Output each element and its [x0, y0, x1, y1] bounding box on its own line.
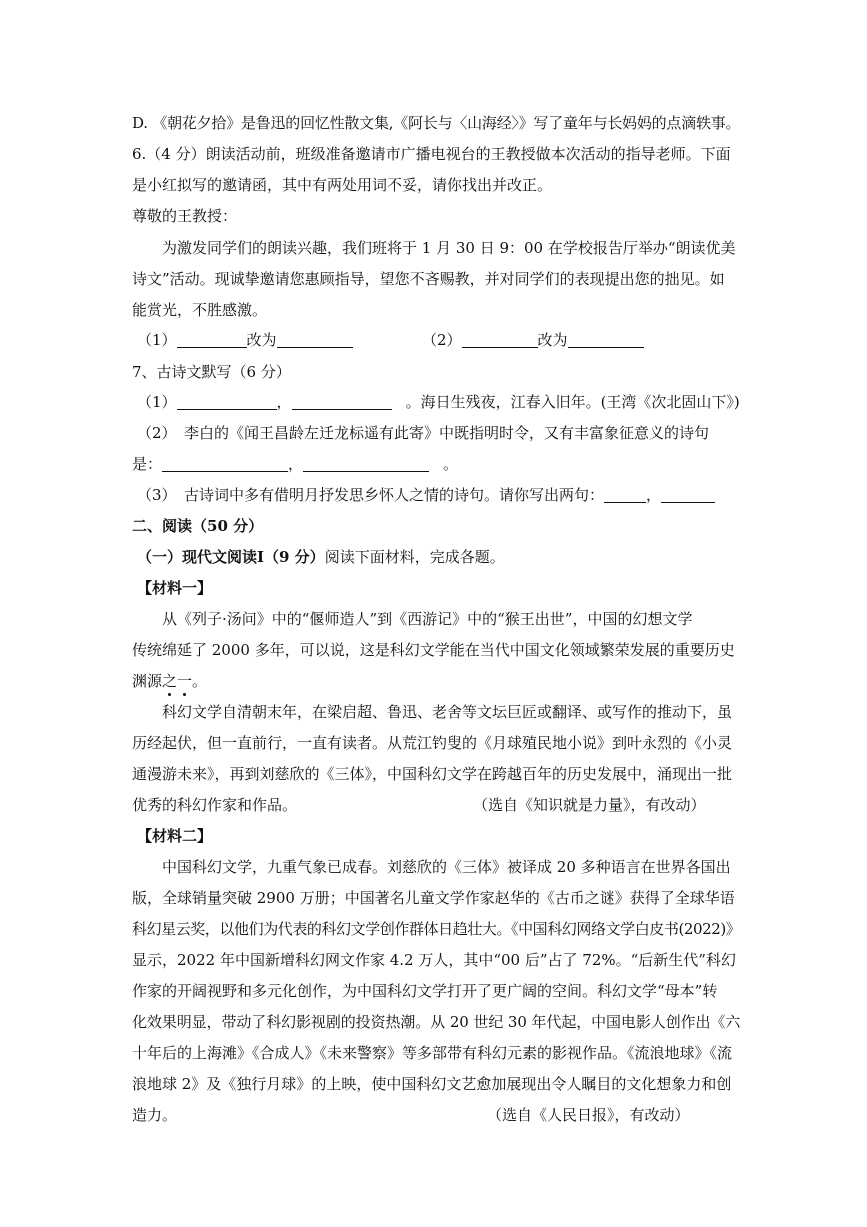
material1-p1-line2: 传统绵延了 2000 多年，可以说，这是科幻文学能在当代中国文化领域繁荣发展的重要历史 — [132, 641, 735, 659]
emphasis-char-1: 之 — [162, 672, 178, 690]
q6-answer-row — [137, 330, 353, 350]
q7-item2-comma: ， — [288, 455, 304, 473]
q7-item2-prefix: 是： — [132, 455, 163, 473]
answer1-number: （1） — [137, 331, 177, 349]
material1-p2-line2: 历经起伏，但一直前行，一直有读者。从荒江钓叟的《月球殖民地小说》到叶永烈的《小灵 — [132, 734, 733, 752]
letter-line3: 能赏光，不胜感激。 — [132, 301, 268, 319]
q7-item1-tail: 。海日生残夜，江春入旧年。(王湾《次北固山下》) — [405, 393, 740, 411]
q7-item1-number: （1） — [137, 393, 177, 411]
q7-item1-comma: ， — [276, 393, 292, 411]
material1-p1-line1: 从《列子·汤问》中的“偃师造人”到《西游记》中的“猴王出世”，中国的幻想文学 — [162, 610, 693, 628]
material2-line1: 中国科幻文学，九重气象已成春。刘慈欣的《三体》被译成 20 多种语言在世界各国出 — [162, 858, 731, 876]
letter-line1: 为激发同学们的朗读兴趣，我们班将于 1 月 30 日 9：00 在学校报告厅举办“朗读优美 — [162, 239, 736, 257]
emphasis-char-2: 一 — [177, 672, 193, 690]
section2-title: 二、阅读（50 分） — [132, 517, 264, 535]
q7-item1-blank1[interactable] — [177, 394, 277, 410]
q7-item3 — [137, 485, 715, 505]
q7-title: 7、古诗文默写（6 分） — [132, 363, 291, 381]
material2-line6: 化效果明显，带动了科幻影视剧的投资热潮。从 20 世纪 30 年代起，中国电影人创作出《六 — [132, 1013, 741, 1031]
material2-line9: 造力。 — [132, 1106, 178, 1124]
answer2-number: （2） — [422, 331, 462, 349]
q6-answer2-row — [422, 330, 644, 350]
material1-source: （选自《知识就是力量》，有改动） — [473, 796, 706, 814]
material1-p1-line3 — [132, 671, 207, 691]
q7-item2-end: 。 — [443, 455, 459, 473]
p1-line3-end: 。 — [192, 672, 208, 690]
q6-stem-line2: 是小红拟写的邀请函，其中有两处用词不妥，请你找出并改正。 — [132, 176, 553, 194]
answer1-correct-word-blank[interactable] — [277, 332, 353, 348]
part1-heading: （一）现代文阅读Ⅰ（9 分） — [137, 548, 325, 566]
q7-item2-line1: （2） 李白的《闻王昌龄左迁龙标遥有此寄》中既指明时令，又有丰富象征意义的诗句 — [137, 424, 710, 442]
material2-line4: 显示，2022 年中国新增科幻网文作家 4.2 万人，其中“00 后”占了 72%。“后新生代”科幻 — [132, 951, 736, 969]
letter-salutation: 尊敬的王教授： — [132, 207, 238, 225]
material2-line3: 科幻星云奖，以他们为代表的科幻文学创作群体日趋壮大。《中国科幻网络文学白皮书(2022)》 — [132, 920, 741, 938]
q7-item1 — [137, 392, 740, 412]
p1-line3-text: 渊源 — [132, 672, 163, 690]
q5-option-d: D. 《朝花夕拾》是鲁迅的回忆性散文集,《阿长与〈山海经〉》写了童年与长妈妈的点滴轶事。 — [132, 114, 741, 132]
material1-p2-line4: 优秀的科幻作家和作品。 — [132, 796, 298, 814]
material1-p2-line3: 通漫游未来》，再到刘慈欣的《三体》，中国科幻文学在跨越百年的历史发展中，涌现出一批 — [132, 765, 733, 783]
material2-line7: 十年后的上海滩》《合成人》《未来警察》等多部带有科幻元素的影视作品。《流浪地球》《流 — [132, 1044, 733, 1062]
material2-line8: 浪地球 2》及《独行月球》的上映，使中国科幻文艺愈加展现出令人瞩目的文化想象力和创 — [132, 1075, 732, 1093]
answer2-change-label: 改为 — [537, 331, 568, 349]
part1-heading-row — [137, 547, 505, 567]
part1-instruction: 阅读下面材料，完成各题。 — [324, 548, 505, 566]
q7-item3-blank1[interactable] — [604, 487, 646, 503]
letter-line2: 诗文”活动。现诚挚邀请您惠顾指导，望您不吝赐教，并对同学们的表现提出您的拙见。如 — [132, 270, 725, 288]
material2-source: （选自《人民日报》，有改动） — [487, 1106, 690, 1124]
q7-item2-blank1[interactable] — [162, 456, 288, 472]
q7-item3-text: （3） 古诗词中多有借明月抒发思乡怀人之情的诗句。请你写出两句： — [137, 486, 605, 504]
q7-item2-blank2[interactable] — [303, 456, 429, 472]
q7-item2-line2 — [132, 454, 458, 474]
answer2-wrong-word-blank[interactable] — [462, 332, 538, 348]
material2-line5: 作家的开阔视野和多元化创作，为中国科幻文学打开了更广阔的空间。科幻文学“母本”转 — [132, 982, 718, 1000]
q7-item1-blank2[interactable] — [292, 394, 392, 410]
material1-p2-line1: 科幻文学自清朝末年，在梁启超、鲁迅、老舍等文坛巨匠或翻译、或写作的推动下，虽 — [162, 703, 733, 721]
answer1-wrong-word-blank[interactable] — [177, 332, 247, 348]
answer1-change-label: 改为 — [246, 331, 277, 349]
material2-label: 【材料二】 — [137, 827, 213, 845]
q7-item3-comma: ， — [646, 486, 662, 504]
material2-line2: 版，全球销量突破 2900 万册；中国著名儿童文学作家赵华的《古币之谜》获得了全球华语 — [132, 889, 735, 907]
material1-label: 【材料一】 — [137, 579, 213, 597]
q7-item3-blank2[interactable] — [661, 487, 715, 503]
q6-stem-line1: 6.（4 分）朗读活动前，班级准备邀请市广播电视台的王教授做本次活动的指导老师。下面 — [132, 145, 731, 163]
answer2-correct-word-blank[interactable] — [568, 332, 644, 348]
